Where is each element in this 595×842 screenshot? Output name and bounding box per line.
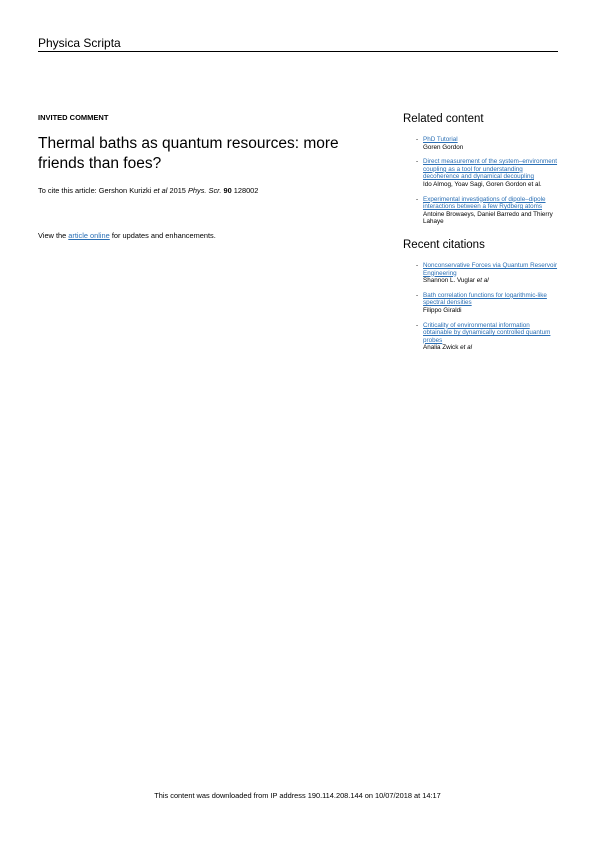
cite-page: 128002	[231, 186, 259, 195]
list-item	[417, 158, 558, 188]
article-title: Thermal baths as quantum resources: more friends than foes?	[38, 135, 339, 172]
citation-authors	[423, 344, 558, 352]
dash-bullet: -	[416, 261, 419, 269]
related-link[interactable]: Direct measurement of the system–environment coupling as a tool for understanding decoherence and dynamical decoupling	[423, 158, 558, 181]
view-online-line	[38, 231, 368, 240]
citation-author-names: Shannon L. Vuglar	[423, 277, 477, 285]
citation-link[interactable]: Bath correlation functions for logarithmic-like spectral densities	[423, 291, 547, 307]
dash-bullet: -	[416, 321, 419, 329]
citation-link[interactable]: Criticality of environmental information obtainable by dynamically controlled quantum probes	[423, 321, 551, 344]
citation-authors	[423, 277, 558, 285]
dash-bullet: -	[416, 291, 419, 299]
list-item	[417, 262, 558, 285]
article-online-link[interactable]: article online	[68, 231, 110, 240]
cite-journal: Phys. Scr.	[187, 186, 222, 195]
related-authors: Ido Almog, Yoav Sagi, Goren Gordon et al.	[423, 180, 542, 188]
related-link[interactable]: PhD Tutorial	[423, 136, 458, 143]
cite-year: 2015	[167, 186, 188, 195]
related-authors: Goren Gordon	[423, 143, 464, 151]
cite-authors: Gershon Kurizki	[98, 186, 154, 195]
citation-author-names: Analia Zwick	[423, 344, 461, 352]
cite-volume: 90	[223, 186, 232, 195]
citation-authors	[423, 307, 558, 315]
dash-bullet: -	[416, 136, 419, 143]
sidebar	[403, 112, 558, 359]
section-label: INVITED COMMENT	[38, 113, 109, 122]
list-item	[417, 322, 558, 352]
related-content-heading: Related content	[403, 113, 484, 125]
citation-etal: et al	[476, 277, 489, 285]
citation-line	[38, 186, 368, 195]
list-item	[417, 196, 558, 226]
list-item	[417, 292, 558, 315]
cite-prefix: To cite this article:	[38, 186, 99, 195]
dash-bullet: -	[416, 195, 419, 203]
dash-bullet: -	[416, 158, 419, 166]
journal-header	[38, 36, 558, 52]
citation-etal: et al	[460, 344, 472, 352]
citation-link[interactable]: Nonconservative Forces via Quantum Reservoir Engineering	[423, 261, 558, 277]
related-content-list	[403, 136, 558, 226]
journal-name: Physica Scripta	[38, 36, 121, 50]
view-suffix: for updates and enhancements.	[109, 231, 216, 240]
article-info	[38, 113, 368, 240]
list-item	[417, 136, 558, 151]
download-footer: This content was downloaded from IP address 190.114.208.144 on 10/07/2018 at 14:17	[154, 791, 441, 800]
recent-citations-list	[403, 262, 558, 352]
view-prefix: View the	[38, 231, 69, 240]
related-authors: Antoine Browaeys, Daniel Barredo and Thierry Lahaye	[423, 210, 553, 226]
related-link[interactable]: Experimental investigations of dipole–dipole interactions between a few Rydberg atoms	[423, 195, 546, 211]
citation-author-names: Filippo Giraldi	[423, 306, 462, 314]
cite-etal: et al	[153, 186, 168, 195]
recent-citations-heading: Recent citations	[403, 238, 485, 251]
